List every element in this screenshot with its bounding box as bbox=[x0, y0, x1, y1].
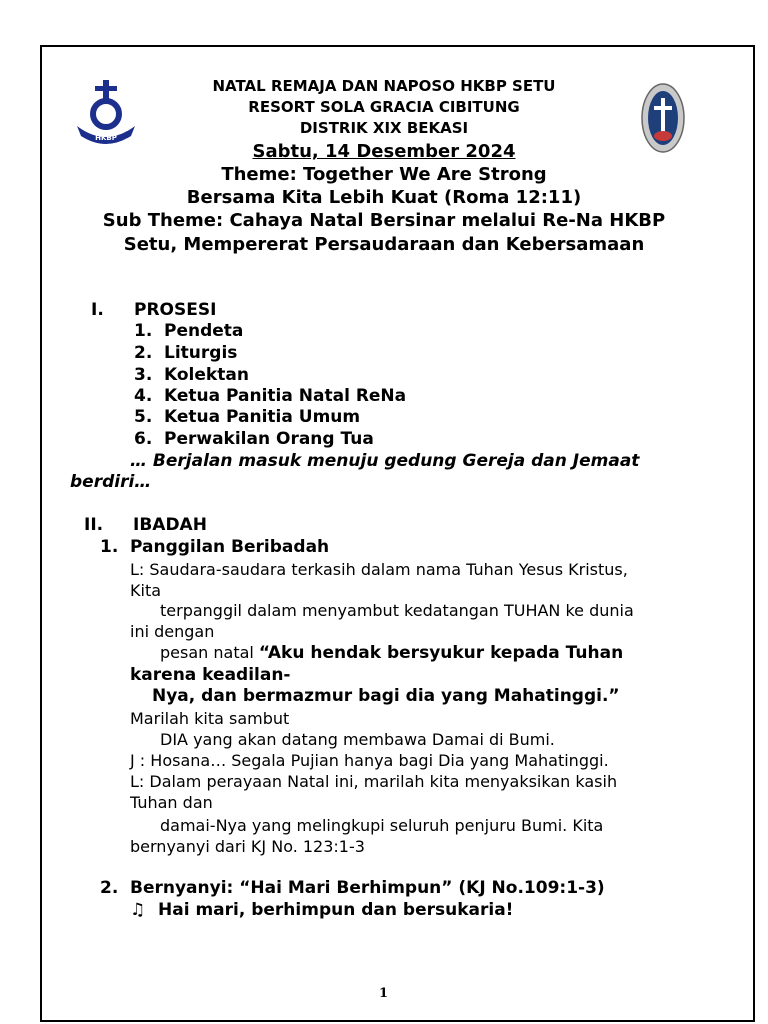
prosesi-item: Kolektan bbox=[164, 365, 249, 385]
liturgy-line: L: Dalam perayaan Natal ini, marilah kita menyaksikan kasih bbox=[130, 772, 618, 791]
prosesi-item-num: 4. bbox=[134, 386, 153, 406]
prosesi-item-num: 6. bbox=[134, 429, 153, 449]
page-number: 1 bbox=[379, 986, 389, 1001]
prosesi-item: Perwakilan Orang Tua bbox=[164, 429, 374, 449]
section2-number: II. bbox=[84, 515, 104, 535]
liturgy-line: bernyanyi dari KJ No. 123:1-3 bbox=[130, 837, 365, 856]
liturgy-line: terpanggil dalam menyambut kedatangan TUHAN ke dunia bbox=[160, 601, 634, 620]
header-line-1: NATAL REMAJA DAN NAPOSO HKBP SETU bbox=[212, 77, 556, 95]
liturgy-line: DIA yang akan datang membawa Damai di Bumi. bbox=[160, 730, 555, 749]
liturgy-line: Marilah kita sambut bbox=[130, 709, 290, 728]
header-line-2: RESORT SOLA GRACIA CIBITUNG bbox=[248, 98, 520, 116]
prosesi-item-num: 1. bbox=[134, 321, 153, 341]
prosesi-item-num: 5. bbox=[134, 407, 153, 427]
ibadah-item-num: 1. bbox=[100, 537, 119, 557]
music-note-icon: ♫ bbox=[130, 900, 146, 920]
prosesi-item: Ketua Panitia Umum bbox=[164, 407, 361, 427]
liturgy-quote: “Aku hendak bersyukur kepada Tuhan bbox=[258, 643, 624, 663]
ibadah-item-title: Bernyanyi: “Hai Mari Berhimpun” (KJ No.109:1-3) bbox=[130, 878, 605, 898]
header-subtheme-2: Setu, Mempererat Persaudaraan dan Kebersamaan bbox=[123, 234, 645, 255]
liturgy-line: ini dengan bbox=[130, 622, 215, 641]
prosesi-note: … Berjalan masuk menuju gedung Gereja dan Jemaat bbox=[130, 451, 640, 471]
prosesi-item-num: 3. bbox=[134, 365, 153, 385]
liturgy-text: pesan natal bbox=[160, 643, 259, 662]
header-subtheme-1: Sub Theme: Cahaya Natal Bersinar melalui Re-Na HKBP bbox=[102, 210, 666, 231]
header-line-3: DISTRIK XIX BEKASI bbox=[299, 119, 469, 137]
prosesi-item: Ketua Panitia Natal ReNa bbox=[164, 386, 407, 406]
header-theme: Theme: Together We Are Strong bbox=[221, 164, 547, 185]
prosesi-note-cont: berdiri… bbox=[70, 472, 152, 492]
liturgy-line: L: Saudara-saudara terkasih dalam nama Tuhan Yesus Kristus, bbox=[130, 560, 628, 579]
section1-title: PROSESI bbox=[134, 300, 217, 320]
ibadah-item-title: Panggilan Beribadah bbox=[130, 537, 330, 557]
section2-title: IBADAH bbox=[133, 515, 207, 535]
liturgy-quote-end: Nya, dan bermazmur bagi dia yang Mahatinggi.” bbox=[152, 686, 620, 706]
liturgy-line: J : Hosana… Segala Pujian hanya bagi Dia yang Mahatinggi. bbox=[130, 751, 609, 770]
section1-number: I. bbox=[91, 300, 104, 320]
header-date: Sabtu, 14 Desember 2024 bbox=[252, 141, 516, 162]
prosesi-item-num: 2. bbox=[134, 343, 153, 363]
liturgy-line-mixed bbox=[160, 643, 623, 663]
liturgy-quote-cont: karena keadilan- bbox=[130, 665, 291, 685]
liturgy-line: Kita bbox=[130, 581, 162, 600]
song-lyric: Hai mari, berhimpun dan bersukaria! bbox=[158, 900, 514, 920]
hkbp-logo-text: HKBP bbox=[95, 134, 117, 142]
ibadah-item-num: 2. bbox=[100, 878, 119, 898]
prosesi-item: Liturgis bbox=[164, 343, 238, 363]
liturgy-line: Tuhan dan bbox=[130, 793, 213, 812]
liturgy-line: damai-Nya yang melingkupi seluruh penjuru Bumi. Kita bbox=[160, 816, 604, 835]
prosesi-item: Pendeta bbox=[164, 321, 244, 341]
header-theme-2: Bersama Kita Lebih Kuat (Roma 12:11) bbox=[186, 187, 582, 208]
